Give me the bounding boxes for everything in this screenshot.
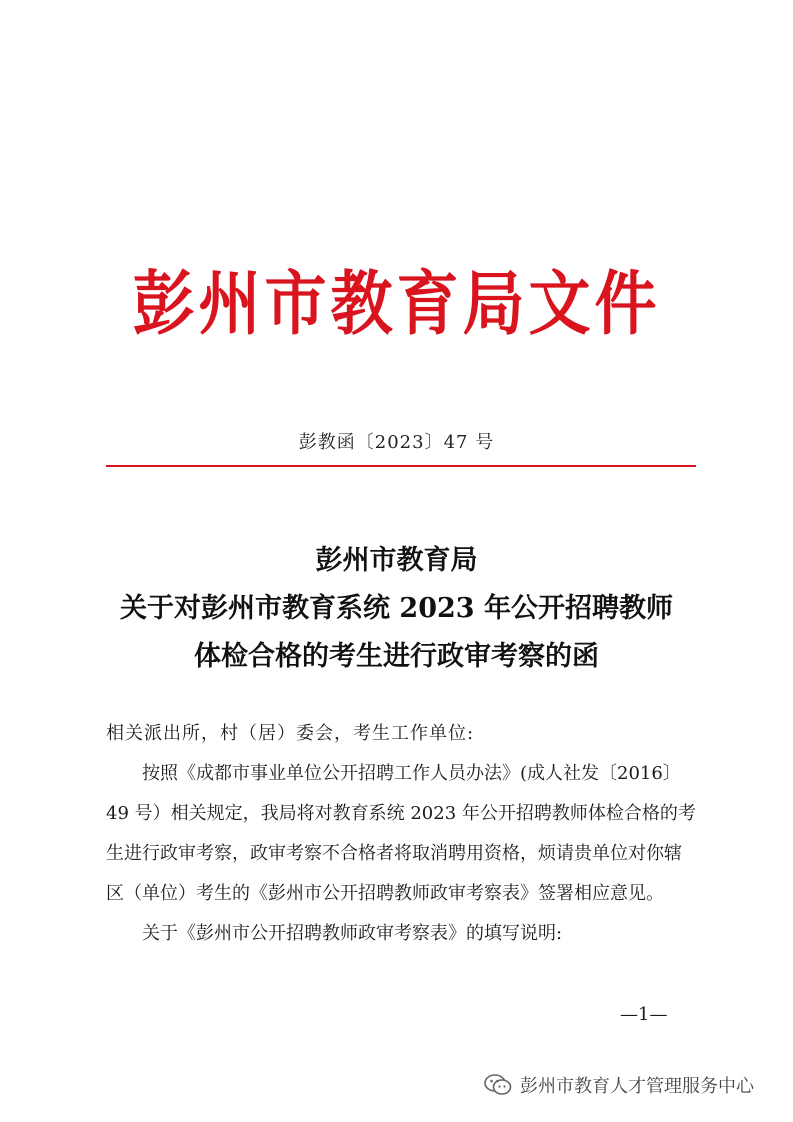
wechat-icon [484,1074,512,1096]
document-title [0,537,793,681]
body-paragraph-1: 按照《成都市事业单位公开招聘工作人员办法》(成人社发〔2016〕49 号）相关规定，我局将对教育系统 2023 年公开招聘教师体检合格的考生进行政审考察，政审考察不合格者将取消聘用资格，烦请贵单位对你辖区（单位）考生的《彭州市公开招聘教师政审考察表》签署相应意见。 [106,763,696,904]
document-masthead: 彭州市教育局文件 [132,262,661,345]
title-line-2: 关于对彭州市教育系统 2023 年公开招聘教师 [120,593,673,624]
red-divider-line [106,465,696,467]
watermark-text: 彭州市教育人才管理服务中心 [520,1076,754,1097]
title-line-3: 体检合格的考生进行政审考察的函 [194,641,599,672]
watermark [484,1072,754,1098]
page-number: —1— [620,1004,668,1025]
document-number: 彭教函〔2023〕47 号 [298,432,495,453]
title-line-1: 彭州市教育局 [315,545,478,576]
document-body [106,714,696,954]
salutation: 相关派出所，村（居）委会，考生工作单位: [106,723,475,744]
body-paragraph-2: 关于《彭州市公开招聘教师政审考察表》的填写说明: [142,923,563,944]
